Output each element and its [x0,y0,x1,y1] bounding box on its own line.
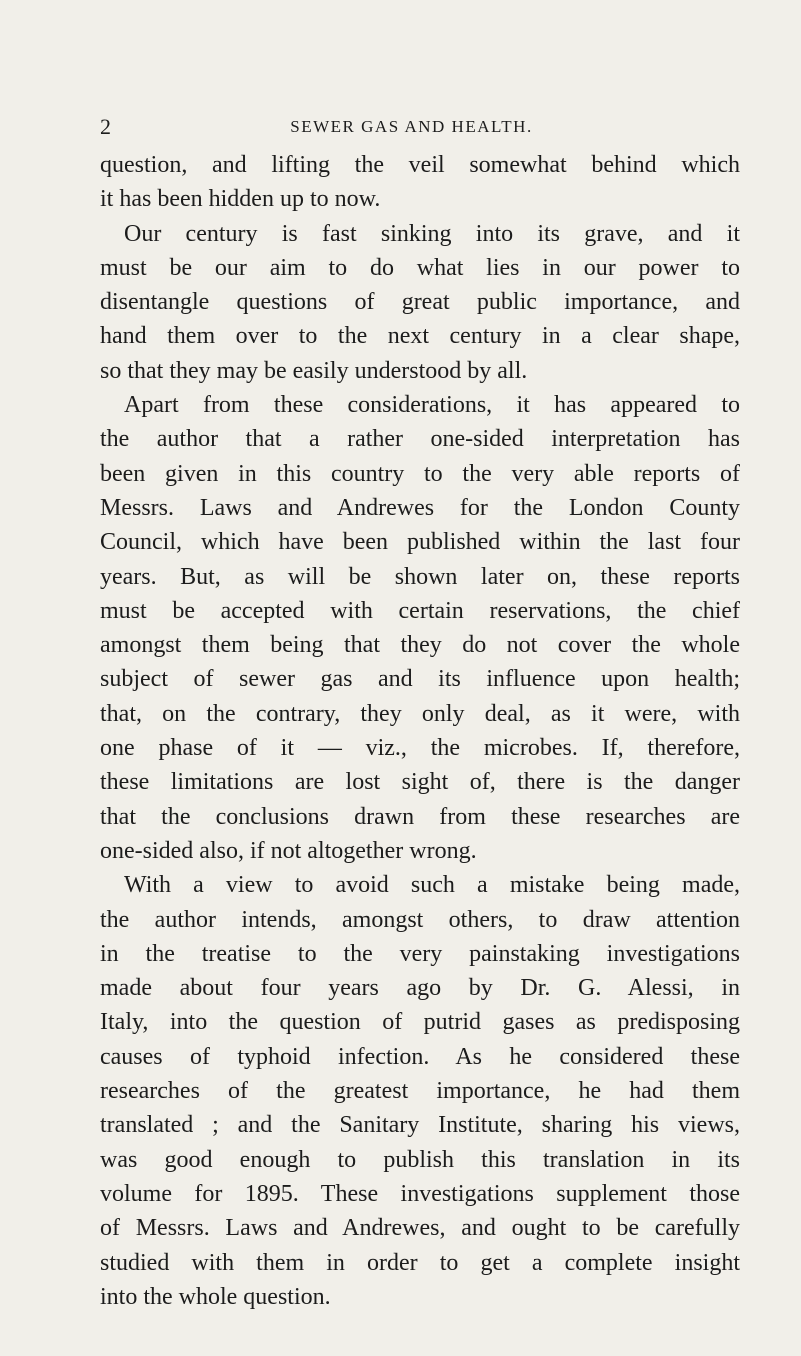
text-line: so that they may be easily understood by all. [100,357,528,384]
text-line: question, and lifting the veil somewhat behind which [100,152,740,178]
running-head: SEWER GAS AND HEALTH. [290,117,533,136]
text-line: hand them over to the next century in a clear shape, [100,323,740,350]
text-line: made about four years ago by Dr. G. Alessi, in [100,975,740,1002]
text-line: into the whole question. [100,1283,331,1310]
text-line: disentangle questions of great public importance, and [100,289,740,316]
text-line: Our century is fast sinking into its grave, and it [124,220,740,247]
text-line: researches of the greatest importance, he had them [100,1078,740,1105]
text-line: that the conclusions drawn from these researches are [100,803,740,830]
text-line: the author that a rather one-sided interpretation has [100,426,740,453]
page-number: 2 [100,114,111,139]
text-line: translated ; and the Sanitary Institute, sharing his views, [100,1112,740,1139]
text-line: years. But, as will be shown later on, these reports [100,563,740,590]
text-line: of Messrs. Laws and Andrewes, and ought to be carefully [100,1215,740,1242]
text-line: studied with them in order to get a complete insight [100,1249,740,1276]
text-line: it has been hidden up to now. [100,186,381,213]
text-line: the author intends, amongst others, to draw attention [100,906,740,933]
text-line: one-sided also, if not altogether wrong. [100,837,477,864]
text-line: Council, which have been published within the last four [100,529,740,556]
text-line: one phase of it — viz., the microbes. If, therefore, [100,735,740,762]
text-line: volume for 1895. These investigations supplement those [100,1180,740,1207]
text-line: Messrs. Laws and Andrewes for the London County [100,494,740,521]
text-line: subject of sewer gas and its influence upon health; [100,666,740,693]
text-line: Italy, into the question of putrid gases as predisposing [100,1009,740,1036]
text-line: been given in this country to the very able reports of [100,460,740,487]
text-line: amongst them being that they do not cover the whole [100,632,740,659]
text-line: that, on the contrary, they only deal, as it were, with [100,700,740,727]
text-line: must be accepted with certain reservations, the chief [100,597,740,624]
text-line: must be our aim to do what lies in our power to [100,254,740,281]
text-line: these limitations are lost sight of, there is the danger [100,769,740,796]
text-line: With a view to avoid such a mistake being made, [124,872,740,899]
text-line: in the treatise to the very painstaking investigations [100,940,740,967]
text-line: Apart from these considerations, it has appeared to [124,392,740,419]
text-line: was good enough to publish this translation in its [100,1146,740,1173]
body-text [100,148,740,1314]
text-line: causes of typhoid infection. As he considered these [100,1043,740,1070]
